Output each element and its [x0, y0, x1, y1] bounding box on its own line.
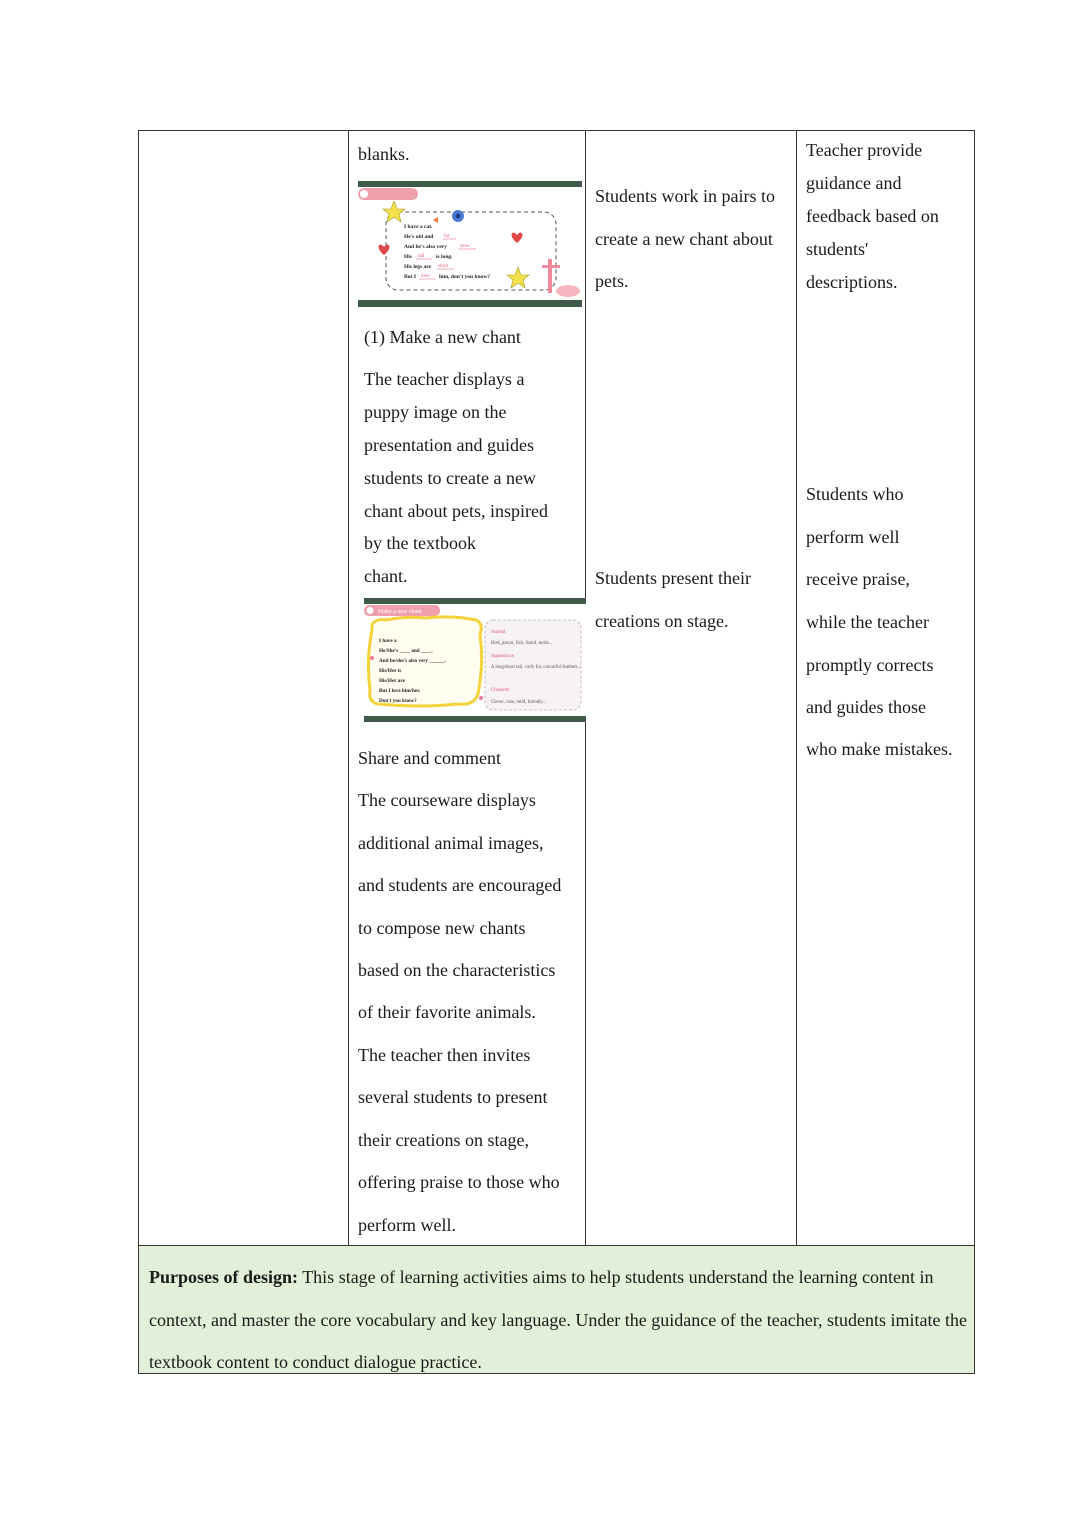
table-top-border [138, 130, 975, 131]
para2-line-5: based on the characteristics [358, 960, 556, 980]
para2-line-10: offering praise to those who [358, 1172, 560, 1192]
assessment-2-line-4: while the teacher [806, 612, 929, 632]
assessment-1-line-3: feedback based on [806, 206, 939, 226]
purposes-text: This stage of learning activities aims to help students understand the learning content in context, and master the core vocabulary and key language. Under the guidance of the teacher, students imitate the textbook content to conduct dialogue practice. [149, 1267, 967, 1372]
student-activity-1-line-2: create a new chant about [595, 229, 773, 249]
chant-slide-graphic [358, 181, 582, 307]
assessment-1-line-1: Teacher provide [806, 140, 923, 160]
student-activity-2-line-1: Students present their [595, 568, 751, 588]
slide1-line-4: His [404, 254, 412, 260]
slide2-title: Make a new chant [378, 609, 422, 615]
slide2-line-1: I have a [379, 638, 397, 644]
para1-line-5: chant about pets, inspired [364, 501, 548, 521]
para1-line-2: puppy image on the [364, 402, 507, 422]
assessment-2-line-5: promptly corrects [806, 655, 934, 675]
purposes-of-design-paragraph [149, 1256, 969, 1384]
slide1-line-2: He's old and [404, 234, 434, 240]
new-chant-slide-graphic [364, 598, 586, 722]
student-activity-1-line-3: pets. [595, 271, 629, 291]
assessment-1-line-4: students' [806, 239, 869, 259]
slide1-fill-4: short [438, 264, 448, 269]
slide2-tag-appearance: Appearance [491, 654, 514, 659]
assessment-2-line-3: receive praise, [806, 569, 910, 589]
table-left-border [138, 130, 139, 1374]
assessment-2-line-1: Students who [806, 484, 904, 504]
table-row-divider [138, 1245, 975, 1246]
student-activity-1-line-1: Students work in pairs to [595, 186, 775, 206]
slide2-tag-animal: Animal [491, 630, 506, 635]
slide2-line-3: And he/she's also very ______. [379, 658, 447, 664]
para2-line-2: additional animal images, [358, 833, 544, 853]
slide2-line-2: He/She's ____ and ____. [379, 648, 433, 654]
make-new-chant-heading: (1) Make a new chant [364, 327, 521, 347]
para2-line-8: several students to present [358, 1087, 548, 1107]
column-divider-1 [348, 130, 349, 1246]
slide1-fill-1: fat [444, 234, 450, 239]
para1-line-1: The teacher displays a [364, 369, 525, 389]
assessment-2-line-7: who make mistakes. [806, 739, 953, 759]
para2-line-6: of their favorite animals. [358, 1002, 536, 1022]
slide1-line-4-suffix: is long. [436, 254, 453, 260]
slide2-tag-appearance-text: A long/short tail, curly fur, colourful feathers... [491, 665, 581, 670]
purposes-label: Purposes of design: [149, 1267, 299, 1287]
student-activity-2-line-2: creations on stage. [595, 611, 729, 631]
para2-line-4: to compose new chants [358, 918, 526, 938]
blanks-text: blanks. [358, 144, 410, 164]
column-divider-3 [796, 130, 797, 1246]
share-comment-heading: Share and comment [358, 748, 501, 768]
new-chant-slide-image [364, 598, 586, 722]
para2-line-3: and students are encouraged [358, 875, 562, 895]
slide1-fill-3: tail [418, 254, 425, 259]
assessment-1-line-5: descriptions. [806, 272, 898, 292]
slide1-line-3: And he's also very [404, 244, 447, 250]
assessment-2-line-2: perform well [806, 527, 900, 547]
slide1-fill-2: slow [460, 244, 470, 249]
assessment-2-line-6: and guides those [806, 697, 926, 717]
slide2-tag-character-text: Clever, cute, mild, friendly... [491, 700, 547, 705]
table-right-border [974, 130, 975, 1374]
para2-line-1: The courseware displays [358, 790, 536, 810]
slide1-line-1: I have a cat. [404, 224, 433, 230]
slide2-tag-character: Character [491, 688, 510, 693]
slide2-line-6: But I love him/her. [379, 688, 421, 694]
slide1-fill-5: love [421, 274, 430, 279]
slide2-line-7: Don't you know? [379, 698, 417, 704]
para1-line-6: by the textbook [364, 533, 476, 553]
slide2-line-4: His/Her is [379, 668, 402, 674]
chant-slide-image [358, 181, 582, 307]
para2-line-7: The teacher then invites [358, 1045, 531, 1065]
para1-line-3: presentation and guides [364, 435, 534, 455]
para1-line-7: chant. [364, 566, 408, 586]
para2-line-9: their creations on stage, [358, 1130, 529, 1150]
slide2-line-5: His/Her are [379, 678, 405, 684]
slide1-line-7: him, don't you know? [439, 274, 491, 280]
para2-line-11: perform well. [358, 1215, 456, 1235]
slide1-line-6: But I [404, 274, 417, 280]
para1-line-4: students to create a new [364, 468, 536, 488]
slide2-tag-animal-text: Bird, parrot, fish, lizard, turtle... [491, 641, 553, 646]
assessment-1-line-2: guidance and [806, 173, 902, 193]
slide1-line-5: His legs are [404, 264, 432, 270]
